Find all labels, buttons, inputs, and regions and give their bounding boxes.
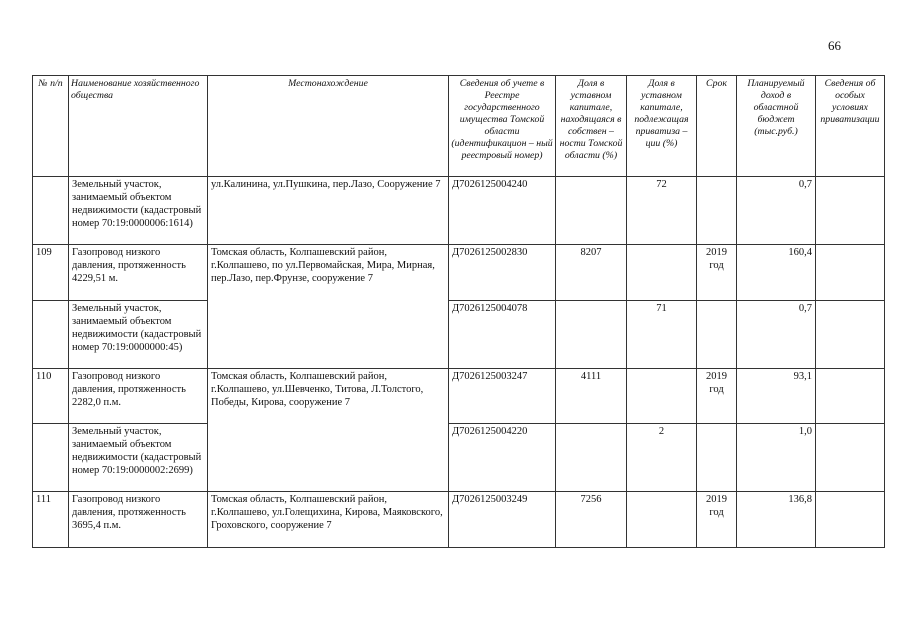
cell-term bbox=[697, 424, 737, 492]
cell-num: 109 bbox=[33, 245, 69, 301]
cell-num: 110 bbox=[33, 369, 69, 424]
col-header-income: Планируемый доход в областной бюджет (тыс.руб.) bbox=[737, 76, 816, 177]
col-header-share-owned: Доля в уставном капитале, находящаяся в собствен – ности Томской области (%) bbox=[556, 76, 627, 177]
col-header-registry: Сведения об учете в Реестре государственного имущества Томской области (идентификацион – ный реестровый номер) bbox=[449, 76, 556, 177]
cell-registry: Д7026125003247 bbox=[449, 369, 556, 424]
cell-share-privatized bbox=[627, 245, 697, 301]
privatization-table bbox=[32, 75, 885, 548]
table-header-row bbox=[33, 76, 885, 177]
cell-income: 93,1 bbox=[737, 369, 816, 424]
cell-conditions bbox=[816, 177, 885, 245]
cell-income: 160,4 bbox=[737, 245, 816, 301]
cell-registry: Д7026125004240 bbox=[449, 177, 556, 245]
cell-conditions bbox=[816, 492, 885, 548]
page-number: 66 bbox=[828, 38, 841, 53]
col-header-share-privatized: Доля в уставном капитале, подлежащая приватиза – ции (%) bbox=[627, 76, 697, 177]
col-header-name: Наименование хозяйственного общества bbox=[69, 76, 208, 177]
cell-term: 2019 год bbox=[697, 492, 737, 548]
cell-share-privatized: 2 bbox=[627, 424, 697, 492]
cell-name: Земельный участок, занимаемый объектом недвижимости (кадастровый номер 70:19:0000006:1614) bbox=[69, 177, 208, 245]
cell-share-owned: 8207 bbox=[556, 245, 627, 301]
col-header-conditions: Сведения об особых условиях приватизации bbox=[816, 76, 885, 177]
cell-location: Томская область, Колпашевский район, г.Колпашево, ул.Шевченко, Титова, Л.Толстого, Победы, Кирова, сооружение 7 bbox=[208, 369, 449, 492]
cell-num bbox=[33, 177, 69, 245]
table-row bbox=[33, 369, 885, 424]
cell-term bbox=[697, 301, 737, 369]
cell-location: ул.Калинина, ул.Пушкина, пер.Лазо, Сооружение 7 bbox=[208, 177, 449, 245]
cell-share-privatized: 71 bbox=[627, 301, 697, 369]
cell-share-owned: 4111 bbox=[556, 369, 627, 424]
cell-registry: Д7026125004220 bbox=[449, 424, 556, 492]
cell-location: Томская область, Колпашевский район, г.Колпашево, ул.Голещихина, Кирова, Маяковского, Гроховского, сооружение 7 bbox=[208, 492, 449, 548]
table-row bbox=[33, 177, 885, 245]
cell-share-owned: 7256 bbox=[556, 492, 627, 548]
cell-num bbox=[33, 301, 69, 369]
cell-conditions bbox=[816, 245, 885, 301]
cell-income: 1,0 bbox=[737, 424, 816, 492]
cell-term: 2019 год bbox=[697, 245, 737, 301]
cell-income: 0,7 bbox=[737, 177, 816, 245]
cell-share-privatized bbox=[627, 369, 697, 424]
cell-term bbox=[697, 177, 737, 245]
cell-conditions bbox=[816, 369, 885, 424]
col-header-num: № п/п bbox=[33, 76, 69, 177]
cell-share-owned bbox=[556, 424, 627, 492]
table-row bbox=[33, 245, 885, 301]
cell-name: Земельный участок, занимаемый объектом недвижимости (кадастровый номер 70:19:0000000:45) bbox=[69, 301, 208, 369]
col-header-location: Местонахождение bbox=[208, 76, 449, 177]
cell-term: 2019 год bbox=[697, 369, 737, 424]
cell-num: 111 bbox=[33, 492, 69, 548]
cell-location: Томская область, Колпашевский район, г.Колпашево, по ул.Первомайская, Мира, Мирная, пер.Лазо, пер.Фрунзе, сооружение 7 bbox=[208, 245, 449, 369]
cell-name: Газопровод низкого давления, протяженность 2282,0 п.м. bbox=[69, 369, 208, 424]
cell-share-privatized: 72 bbox=[627, 177, 697, 245]
table-row bbox=[33, 492, 885, 548]
cell-name: Земельный участок, занимаемый объектом недвижимости (кадастровый номер 70:19:0000002:2699) bbox=[69, 424, 208, 492]
col-header-term: Срок bbox=[697, 76, 737, 177]
cell-income: 136,8 bbox=[737, 492, 816, 548]
cell-name: Газопровод низкого давления, протяженность 4229,51 м. bbox=[69, 245, 208, 301]
cell-registry: Д7026125003249 bbox=[449, 492, 556, 548]
cell-conditions bbox=[816, 424, 885, 492]
cell-share-owned bbox=[556, 301, 627, 369]
cell-share-privatized bbox=[627, 492, 697, 548]
cell-num bbox=[33, 424, 69, 492]
table-row bbox=[33, 424, 885, 492]
cell-registry: Д7026125004078 bbox=[449, 301, 556, 369]
cell-name: Газопровод низкого давления, протяженность 3695,4 п.м. bbox=[69, 492, 208, 548]
cell-conditions bbox=[816, 301, 885, 369]
cell-share-owned bbox=[556, 177, 627, 245]
table-row bbox=[33, 301, 885, 369]
cell-income: 0,7 bbox=[737, 301, 816, 369]
cell-registry: Д7026125002830 bbox=[449, 245, 556, 301]
